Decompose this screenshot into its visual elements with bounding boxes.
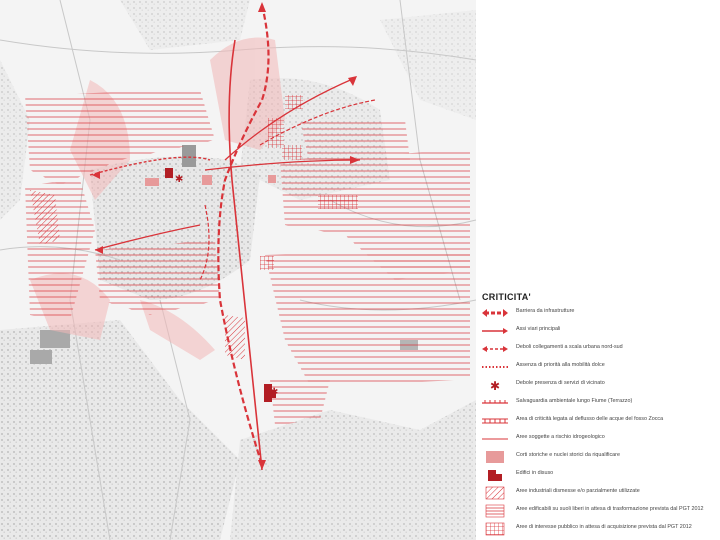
legend-label: Aree di interesse pubblico in attesa di acquisizione prevista dal PGT 2012 [516, 524, 692, 530]
horizontal-hatch-icon [482, 504, 508, 518]
legend-label: Area di criticità legata al deflusso delle acque del fosso Zocca [516, 416, 664, 422]
dotted-line-icon [482, 360, 508, 374]
diagonal-hatch-icon [482, 486, 508, 500]
legend-label: Assenza di priorità alla mobilità dolce [516, 362, 605, 368]
legend-label: Salvaguardia ambientale lungo Fiume (Terrazzo) [516, 398, 633, 404]
svg-text:✱: ✱ [175, 174, 184, 185]
legend-label: Aree soggette a rischio idrogeologico [516, 434, 605, 440]
legend-item-public-interest [482, 522, 718, 538]
legend-item-main-roads [482, 324, 718, 340]
legend-item-disused-buildings [482, 468, 718, 484]
red-building-icon [482, 468, 508, 482]
dashed-double-arrow-icon [482, 342, 508, 356]
legend-label: Aree industriali dismesse e/o parzialmente utilizzate [516, 488, 640, 494]
legend-item-environmental [482, 396, 718, 412]
legend-item-soft-mobility [482, 360, 718, 376]
pink-block-icon [482, 450, 508, 464]
legend-label: Aree edificabili su suoli liberi in attesa di trasformazione prevista dal PGT 2012 [516, 506, 704, 512]
legend-label: Deboli collegamenti a scala urbana nord-sud [516, 344, 623, 350]
grid-hatch-icon [482, 522, 508, 536]
thin-line-icon [482, 432, 508, 446]
legend-label: Barriera da infrastrutture [516, 308, 575, 314]
arrow-line-icon [482, 324, 508, 338]
legend-label: Corti storiche e nuclei storici da riqualificare [516, 452, 620, 458]
legend-item-water-criticality [482, 414, 718, 430]
ladder-line-icon [482, 414, 508, 428]
legend-item-hydro-risk [482, 432, 718, 448]
legend-item-services [482, 378, 718, 394]
legend-panel [476, 288, 720, 540]
dashed-arrow-bold-icon [482, 306, 508, 320]
legend-label: Assi viari principali [516, 326, 561, 332]
legend-item-industrial [482, 486, 718, 502]
asterisk-icon [482, 378, 508, 392]
svg-text:✱: ✱ [270, 387, 279, 398]
legend-item-infrastructure-barrier [482, 306, 718, 322]
legend-item-historic-courts [482, 450, 718, 466]
svg-text:✱: ✱ [490, 379, 501, 392]
legend-label: Edifici in disuso [516, 470, 554, 476]
legend-item-buildable [482, 504, 718, 520]
legend-item-weak-links [482, 342, 718, 358]
tick-line-icon [482, 396, 508, 410]
legend-label: Debole presenza di servizi di vicinato [516, 380, 605, 386]
legend-title: CRITICITA' [482, 292, 531, 302]
